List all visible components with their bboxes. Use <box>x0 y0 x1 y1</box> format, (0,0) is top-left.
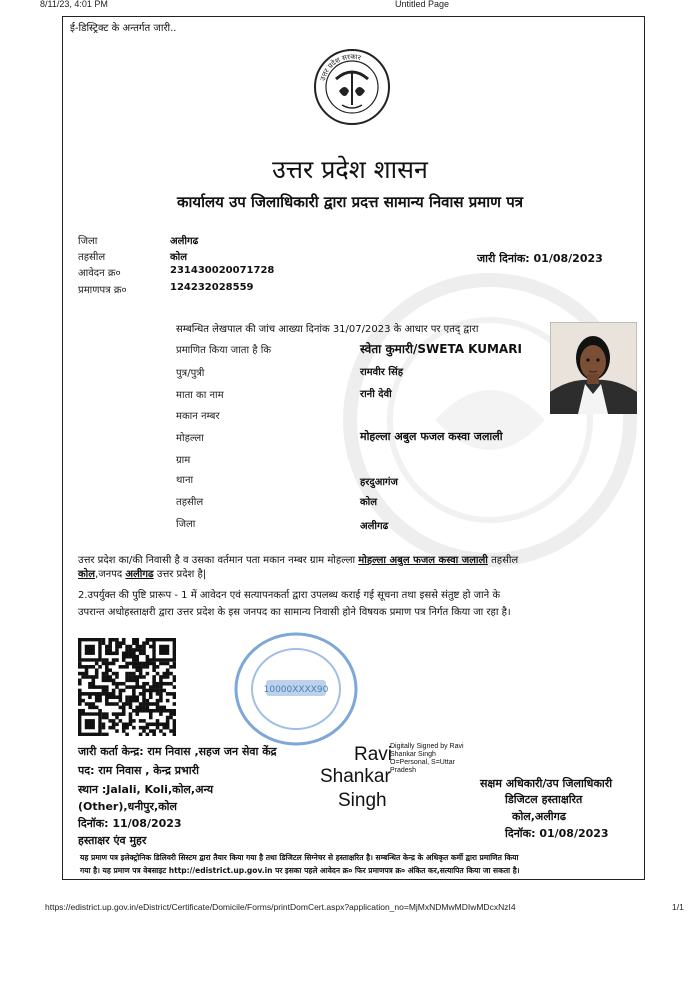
para1-text-e: ,जनपद <box>95 569 123 580</box>
detail-value: स्वेता कुमारी/SWETA KUMARI <box>360 342 522 356</box>
up-govt-emblem <box>312 43 392 131</box>
detail-value: हरदुआगंज <box>360 477 398 488</box>
residence-paragraph <box>78 554 638 582</box>
detail-value: अलीगढ <box>360 521 389 532</box>
digital-sig-line: Pradesh <box>390 767 417 774</box>
qr-code <box>78 638 176 736</box>
digital-sig-line: Shankar Singh <box>390 751 436 758</box>
print-page-title: Untitled Page <box>395 0 450 9</box>
csc-stamp <box>232 630 360 748</box>
issuer-date: दिनॉक: 11/08/2023 <box>78 817 182 830</box>
para1-district: अलीगढ <box>125 569 154 580</box>
digital-signature-info <box>390 743 464 775</box>
print-page-count: 1/1 <box>672 902 684 912</box>
detail-label: पुत्र/पुत्री <box>176 368 205 379</box>
district-value: अलीगढ <box>170 236 199 247</box>
certificate-no-value: 124232028559 <box>170 282 254 293</box>
district-label: जिला <box>78 236 98 247</box>
detail-label: माता का नाम <box>176 390 224 401</box>
certificate-title: कार्यालय उप जिलाधिकारी द्वारा प्रदत्त सामान्य निवास प्रमाण पत्र <box>177 193 523 211</box>
intro-line: सम्बन्धित लेखपाल की जांच आख्या दिनांक 31/07/2023 के आधार पर एतद् द्वारा <box>176 324 479 335</box>
signer-name-1: Ravi <box>354 744 393 765</box>
issuer-place-2: (Other),धनीपुर,कोल <box>78 800 177 813</box>
detail-value: रामवीर सिंह <box>360 367 404 378</box>
applicant-photo <box>550 322 637 414</box>
stamp-number: 10000XXXX90 <box>263 685 329 695</box>
footer-note-line1: यह प्रमाण पत्र इलेक्ट्रोनिक डिलिवरी सिस्टम द्वारा तैयार किया गया है तथा डिजिटल सिग्नेचर से हस्ताक्षरित है। सम्बन्धित केन्द्र के अधिकृत कर्मी द्वारा प्रमाणित किया <box>80 853 519 862</box>
digital-sig-line: Digitally Signed by Ravi <box>390 743 464 750</box>
detail-value: मोहल्ला अबुल फजल कस्वा जलाली <box>360 430 503 443</box>
authority-digital-signed: डिजिटल हस्ताक्षरित <box>505 793 583 806</box>
para1-locality: मोहल्ला अबुल फजल कस्वा जलाली <box>358 555 488 566</box>
detail-label: मकान नम्बर <box>176 411 220 422</box>
detail-label: जिला <box>176 519 196 530</box>
signer-name-2: Shankar <box>320 766 391 787</box>
top-note: ई-डिस्ट्रिक्ट के अन्तर्गत जारी.. <box>70 23 177 34</box>
para1-text-g: उत्तर प्रदेश है| <box>156 569 207 580</box>
emblem-seal-text: उत्तर प्रदेश सरकार <box>318 52 362 82</box>
issuer-center: जारी कर्ता केन्द्र: राम निवास ,सहज जन सेवा केंद्र <box>78 745 277 758</box>
detail-value: कोल <box>360 497 378 508</box>
signer-name-3: Singh <box>338 790 387 811</box>
detail-label: तहसील <box>176 497 204 508</box>
detail-value: रानी देवी <box>360 389 392 400</box>
digital-sig-line: O=Personal, S=Uttar <box>390 759 455 766</box>
authority-date: दिनॉक: 01/08/2023 <box>505 827 609 840</box>
authority-designation: सक्षम अधिकारी/उप जिलाधिकारी <box>480 777 613 790</box>
para2-line2: उपरान्त अधोहस्ताक्षरी द्वारा उत्तर प्रदेश के इस जनपद का सामान्य निवासी होने विषयक प्रमाण पत्र निर्गत किया जा रहा है। <box>78 607 511 618</box>
issue-date: जारी दिनांक: 01/08/2023 <box>477 252 603 265</box>
application-no-label: आवेदन क्र० <box>78 268 121 279</box>
authority-location: कोल,अलीगढ <box>512 810 567 823</box>
print-datetime: 8/11/23, 4:01 PM <box>40 0 108 9</box>
para1-tehsil: कोल <box>78 569 96 580</box>
application-no-value: 231430020071728 <box>170 265 275 276</box>
detail-label: प्रमाणित किया जाता है कि <box>176 345 272 356</box>
footer-note-line2: गया है। यह प्रमाण पत्र वेबसाइट http://edistrict.up.gov.in पर इसका पहले आवेदन क्र० फिर प्रमाणपत्र क्र० अंकित कर,सत्यापित किया जा सकता है। <box>80 866 520 875</box>
detail-label: ग्राम <box>176 455 191 466</box>
issuer-signature-label: हस्ताक्षर एंव मुहर <box>78 834 147 847</box>
issuer-place: स्थान :Jalali, Koli,कोल,अन्य <box>78 783 214 796</box>
detail-label: थाना <box>176 475 194 486</box>
print-url: https://edistrict.up.gov.in/eDistrict/Certificate/Domicile/Forms/printDomCert.aspx?application_no=MjMxNDMwMDIwMDcxNzI4 <box>45 902 516 912</box>
issuer-post: पद: राम निवास , केन्द्र प्रभारी <box>78 764 199 777</box>
para1-text-c: तहसील <box>491 555 519 566</box>
tehsil-value: कोल <box>170 252 188 263</box>
certificate-no-label: प्रमाणपत्र क्र० <box>78 285 127 296</box>
para1-text-a: उत्तर प्रदेश का/की निवासी है व उसका वर्तमान पता मकान नम्बर ग्राम मोहल्ला <box>78 555 356 566</box>
govt-title: उत्तर प्रदेश शासन <box>272 155 428 184</box>
para2-line1: 2.उपर्युक्त की पुष्टि प्रारूप - 1 में आवेदन एवं सत्यापनकर्ता द्वारा उपलब्ध कराई गई सूचना तथा इससे संतुष्ट हो जाने के <box>78 590 501 601</box>
tehsil-label: तहसील <box>78 252 106 263</box>
detail-label: मोहल्ला <box>176 433 204 444</box>
